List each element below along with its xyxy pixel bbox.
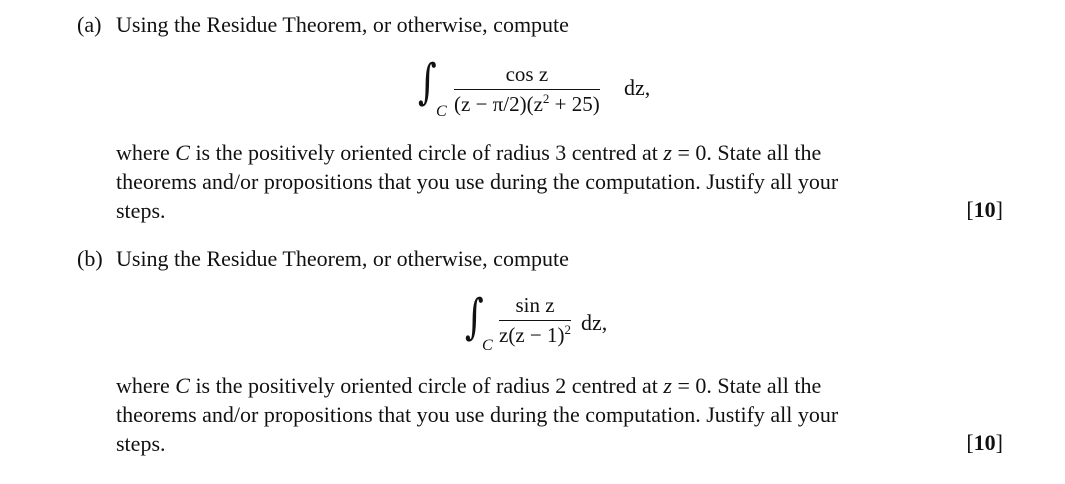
- differential: dz,: [624, 75, 651, 100]
- part-a-label: (a): [77, 12, 102, 37]
- denominator: $z(z - 1)^2$: [499, 322, 571, 348]
- part-a-line-2: theorems and/or propositions that you use during the computation. Justify all your: [116, 169, 839, 194]
- part-b-marks: [10]: [966, 430, 1003, 455]
- denominator: $(z - \pi/2)(z^2 + 25)$: [454, 91, 600, 117]
- numerator: sin z: [515, 293, 555, 317]
- part-b-integral: [465, 289, 625, 363]
- part-b-intro: Using the Residue Theorem, or otherwise, compute: [116, 246, 569, 271]
- part-a-line-1: where C is the positively oriented circle of radius 3 centred at z = 0. State all the: [116, 140, 822, 165]
- integrand-fraction: [454, 64, 600, 115]
- part-a-integral: [418, 54, 668, 128]
- part-b-line-3: steps.: [116, 431, 166, 456]
- contour-subscript: C: [482, 337, 493, 354]
- part-b-line-2: theorems and/or propositions that you use during the computation. Justify all your: [116, 402, 839, 427]
- differential: dz,: [581, 310, 608, 335]
- contour-subscript: C: [436, 103, 447, 120]
- numerator: cos z: [505, 62, 549, 86]
- integrand-fraction: [499, 295, 571, 346]
- part-b-label: (b): [77, 246, 103, 271]
- fraction-bar: [499, 320, 571, 321]
- fraction-bar: [454, 89, 600, 90]
- part-a-marks: [10]: [966, 197, 1003, 222]
- part-a-intro: Using the Residue Theorem, or otherwise, compute: [116, 12, 569, 37]
- integral-sign: ∫: [465, 289, 484, 345]
- part-a-line-3: steps.: [116, 198, 166, 223]
- part-b-line-1: where C is the positively oriented circle of radius 2 centred at z = 0. State all the: [116, 373, 822, 398]
- integral-sign: ∫: [418, 54, 437, 110]
